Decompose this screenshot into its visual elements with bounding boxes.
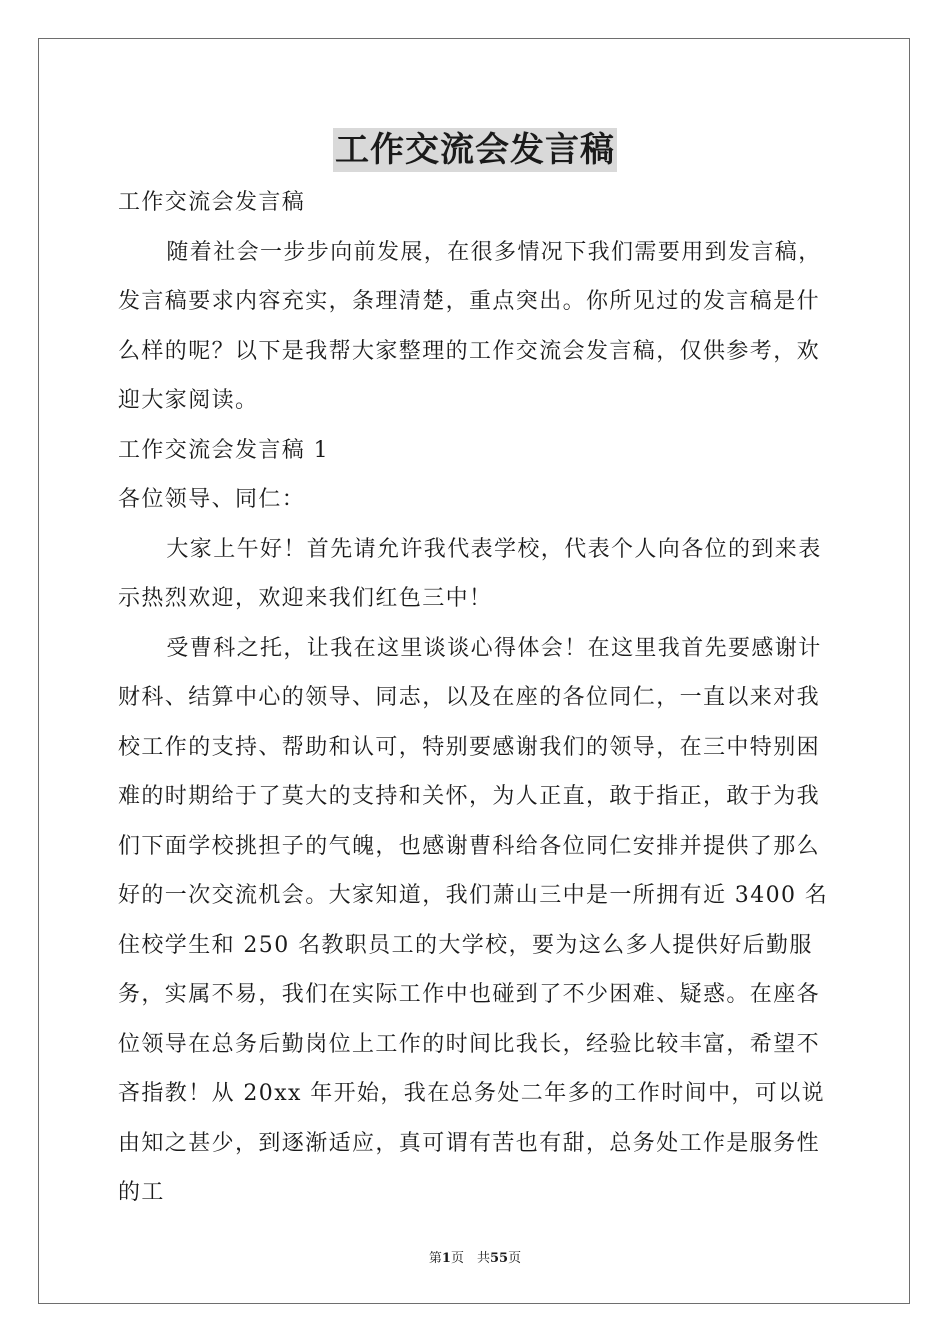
footer-prefix: 第: [428, 1251, 442, 1266]
title-container: [0, 128, 950, 172]
footer-mid: 页 共: [450, 1251, 490, 1266]
paragraph: 工作交流会发言稿 1: [118, 437, 329, 463]
document-title: 工作交流会发言稿: [335, 130, 615, 170]
footer-suffix: 页: [508, 1251, 522, 1266]
paragraph: 各位领导、同仁：: [118, 487, 306, 512]
total-pages: 55: [489, 1251, 509, 1266]
page-footer: [0, 1247, 950, 1266]
paragraph: 受曹科之托，让我在这里谈谈心得体会！在这里我首先要感谢计财科、结算中心的领导、同志，以及在座的各位同仁，一直以来对我校工作的支持、帮助和认可，特别要感谢我们的领导，在三中特别困难的时期给于了莫大的支持和关怀，为人正直，敢于指正，敢于为我们下面学校挑担子的气魄，也感谢曹科给各位同仁安排并提供了那么好的一次交流机会。大家知道，我们萧山三中是一所拥有近 3400 名住校学生和 250 名教职员工的大学校，要为这么多人提供好后勤服务，实属不易，我们在实际工作中也碰到了不少困难、疑惑。在座各位领导在总务后勤岗位上工作的时间比我长，经验比较丰富，希望不吝指教！从 20xx 年开始，我在总务处二年多的工作时间中，可以说由知之甚少，到逐渐适应，真可谓有苦也有甜，总务处工作是服务性的工: [118, 635, 829, 1205]
paragraph: 随着社会一步步向前发展，在很多情况下我们需要用到发言稿，发言稿要求内容充实，条理清楚，重点突出。你所见过的发言稿是什么样的呢？以下是我帮大家整理的工作交流会发言稿，仅供参考，欢迎大家阅读。: [118, 239, 822, 413]
current-page-number: 1: [441, 1251, 451, 1266]
paragraph: 工作交流会发言稿: [118, 190, 306, 215]
paragraph: 大家上午好！首先请允许我代表学校，代表个人向各位的到来表示热烈欢迎，欢迎来我们红色三中！: [118, 536, 822, 611]
document-body: [118, 178, 834, 1218]
